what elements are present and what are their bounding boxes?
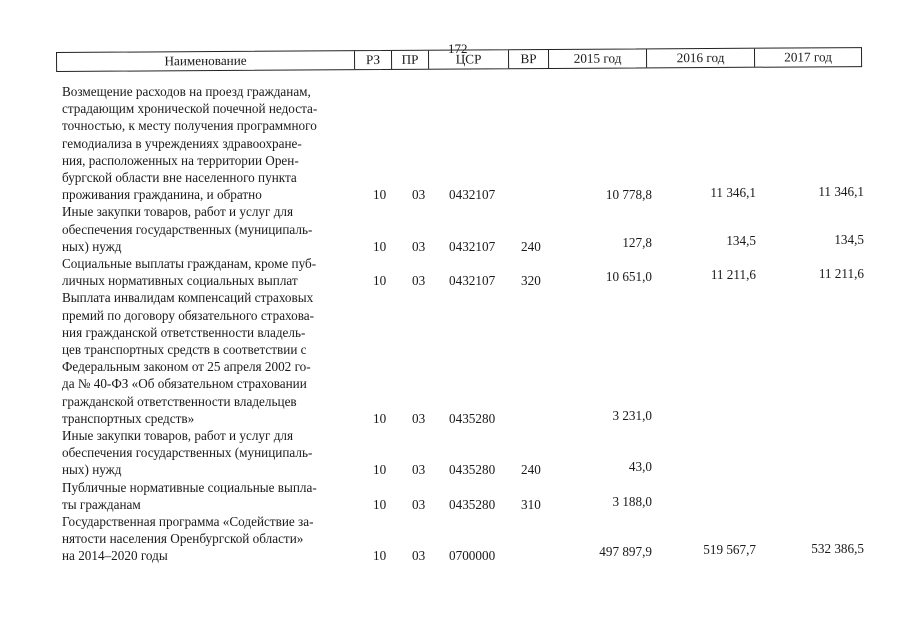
header-name: Наименование bbox=[164, 52, 247, 69]
header-pr: ПР bbox=[391, 51, 428, 69]
row-pr: 03 bbox=[412, 496, 426, 512]
row-name: Возмещение расходов на проезд гражданам, страдающим хронической почечной недоста- точностью, к месту получения программного гемодиализа в учреждениях здравоохране- ния, расположенных на территории Орен- бургской области вне населенного пункта проживания гражданина, и обратно bbox=[62, 84, 318, 203]
row-pr: 03 bbox=[412, 410, 426, 426]
row-rz: 10 bbox=[373, 496, 387, 512]
row-csr: 0435280 bbox=[449, 462, 496, 478]
row-2017: 11 346,1 bbox=[818, 184, 864, 200]
row-vr: 240 bbox=[521, 462, 541, 478]
row-csr: 0435280 bbox=[449, 496, 496, 512]
table-row bbox=[62, 513, 902, 565]
row-2017: 11 211,6 bbox=[818, 266, 864, 282]
row-2016: 11 211,6 bbox=[710, 267, 756, 283]
table-row bbox=[62, 83, 902, 203]
table-header bbox=[56, 47, 862, 72]
row-vr: 310 bbox=[521, 496, 541, 512]
header-2017: 2017 год bbox=[754, 48, 861, 67]
row-csr: 0432107 bbox=[449, 238, 496, 254]
row-name: Иные закупки товаров, работ и услуг для обеспечения государственных (муниципаль- ных) нужд bbox=[62, 204, 313, 254]
row-name: Публичные нормативные социальные выпла- ты гражданам bbox=[62, 479, 317, 512]
row-csr: 0432107 bbox=[449, 187, 496, 203]
row-pr: 03 bbox=[412, 273, 426, 289]
row-2015: 497 897,9 bbox=[599, 544, 652, 560]
row-rz: 10 bbox=[373, 462, 387, 478]
row-name: Социальные выплаты гражданам, кроме пуб- личных нормативных социальных выплат bbox=[62, 256, 317, 289]
row-rz: 10 bbox=[373, 410, 387, 426]
table-row bbox=[62, 203, 902, 255]
row-rz: 10 bbox=[373, 238, 387, 254]
row-name: Государственная программа «Содействие за- нятости населения Оренбургской области» на 2014–2020 годы bbox=[62, 514, 314, 564]
header-vr: ВР bbox=[508, 50, 548, 68]
row-rz: 10 bbox=[373, 548, 387, 564]
row-rz: 10 bbox=[373, 273, 387, 289]
row-vr: 320 bbox=[521, 273, 541, 289]
row-pr: 03 bbox=[412, 462, 426, 478]
row-pr: 03 bbox=[412, 238, 426, 254]
header-2016: 2016 год bbox=[646, 49, 754, 68]
row-2015: 10 778,8 bbox=[605, 187, 652, 203]
row-2015: 127,8 bbox=[622, 234, 652, 250]
row-name: Выплата инвалидам компенсаций страховых премий по договору обязательного страхова- ния гражданской ответственности владель- цев транспортных средств в соответствии с Федеральным законом от 25 апреля 2002 го- да № 40-ФЗ «Об обязательном страховании гражданской ответственности владельцев транспортных средств» bbox=[62, 290, 315, 426]
table-row bbox=[62, 255, 902, 289]
row-2015: 3 188,0 bbox=[612, 493, 652, 509]
page-number: 172 bbox=[448, 41, 468, 56]
header-2015: 2015 год bbox=[548, 49, 646, 68]
row-pr: 03 bbox=[412, 187, 426, 203]
row-csr: 0435280 bbox=[449, 410, 496, 426]
row-rz: 10 bbox=[373, 187, 387, 203]
row-csr: 0700000 bbox=[449, 548, 496, 564]
header-csr: ЦСР bbox=[428, 50, 508, 68]
row-2016: 11 346,1 bbox=[710, 185, 756, 201]
row-2017: 134,5 bbox=[834, 231, 864, 247]
table-body bbox=[62, 83, 902, 565]
row-vr: 240 bbox=[521, 238, 541, 254]
row-2017: 532 386,5 bbox=[811, 541, 864, 557]
row-csr: 0432107 bbox=[449, 273, 496, 289]
row-name: Иные закупки товаров, работ и услуг для обеспечения государственных (муниципаль- ных) нужд bbox=[62, 428, 313, 478]
row-2015: 43,0 bbox=[628, 459, 652, 475]
table-row bbox=[62, 479, 902, 513]
table-row bbox=[62, 427, 902, 479]
header-rz: РЗ bbox=[354, 51, 391, 69]
row-2016: 519 567,7 bbox=[703, 542, 756, 558]
row-2015: 3 231,0 bbox=[612, 407, 652, 423]
row-2016: 134,5 bbox=[726, 232, 756, 248]
row-2015: 10 651,0 bbox=[605, 269, 652, 285]
table-row bbox=[62, 289, 902, 427]
row-pr: 03 bbox=[412, 548, 426, 564]
